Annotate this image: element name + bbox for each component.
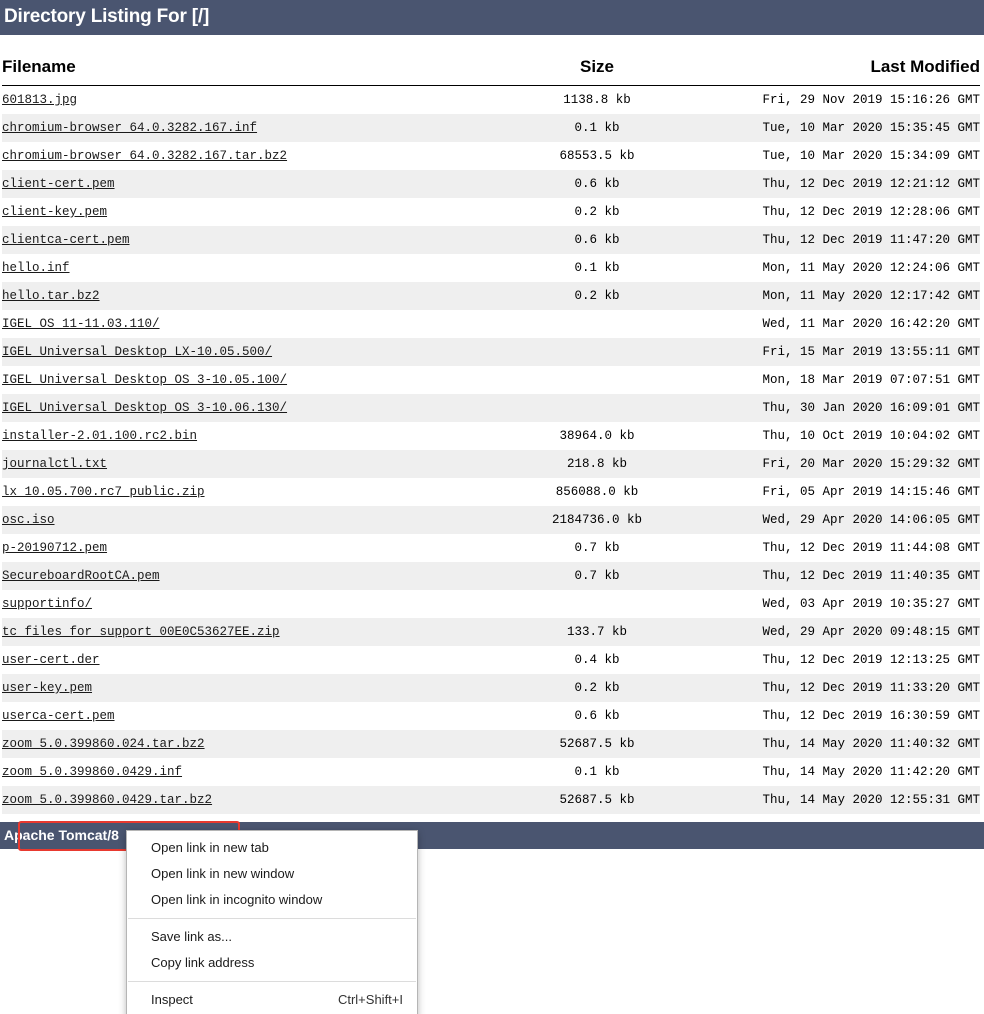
table-row: [2, 282, 980, 310]
table-row: [2, 730, 980, 758]
file-date-cell: Wed, 03 Apr 2019 10:35:27 GMT: [722, 590, 980, 618]
file-size-cell: [472, 394, 722, 422]
column-header-filename: Filename: [2, 55, 472, 86]
table-row: [2, 534, 980, 562]
file-date-cell: Thu, 12 Dec 2019 12:13:25 GMT: [722, 646, 980, 674]
file-link[interactable]: clientca-cert.pem: [2, 233, 130, 247]
file-link[interactable]: client-cert.pem: [2, 177, 115, 191]
table-row: [2, 338, 980, 366]
file-name-cell: [2, 478, 472, 506]
file-size-cell: 0.7 kb: [472, 534, 722, 562]
file-link[interactable]: userca-cert.pem: [2, 709, 115, 723]
file-link[interactable]: supportinfo/: [2, 597, 93, 611]
file-date-cell: Thu, 12 Dec 2019 11:47:20 GMT: [722, 226, 980, 254]
table-row: [2, 786, 980, 814]
table-row: [2, 674, 980, 702]
directory-table: [2, 55, 980, 814]
file-size-cell: 0.2 kb: [472, 282, 722, 310]
file-name-cell: [2, 702, 472, 730]
file-date-cell: Thu, 12 Dec 2019 12:28:06 GMT: [722, 198, 980, 226]
file-name-cell: [2, 422, 472, 450]
file-size-cell: 856088.0 kb: [472, 478, 722, 506]
table-row: [2, 562, 980, 590]
column-header-size: Size: [472, 55, 722, 86]
file-date-cell: Fri, 15 Mar 2019 13:55:11 GMT: [722, 338, 980, 366]
file-date-cell: Thu, 12 Dec 2019 11:33:20 GMT: [722, 674, 980, 702]
table-row: [2, 646, 980, 674]
file-date-cell: Wed, 29 Apr 2020 09:48:15 GMT: [722, 618, 980, 646]
table-header-row: [2, 55, 980, 86]
file-date-cell: Mon, 11 May 2020 12:24:06 GMT: [722, 254, 980, 282]
file-link[interactable]: client-key.pem: [2, 205, 108, 219]
file-link[interactable]: SecureboardRootCA.pem: [2, 569, 160, 583]
file-size-cell: 52687.5 kb: [472, 730, 722, 758]
file-date-cell: Thu, 14 May 2020 11:42:20 GMT: [722, 758, 980, 786]
file-size-cell: 0.7 kb: [472, 562, 722, 590]
file-name-cell: [2, 562, 472, 590]
table-row: [2, 226, 980, 254]
table-row: [2, 590, 980, 618]
file-link[interactable]: user-key.pem: [2, 681, 93, 695]
file-name-cell: [2, 142, 472, 170]
file-size-cell: 52687.5 kb: [472, 786, 722, 814]
file-link[interactable]: tc_files_for_support_00E0C53627EE.zip: [2, 625, 280, 639]
file-size-cell: 0.2 kb: [472, 198, 722, 226]
file-date-cell: Thu, 12 Dec 2019 12:21:12 GMT: [722, 170, 980, 198]
file-link[interactable]: journalctl.txt: [2, 457, 108, 471]
file-size-cell: [472, 310, 722, 338]
file-link[interactable]: 601813.jpg: [2, 93, 78, 107]
table-row: [2, 394, 980, 422]
table-row: [2, 506, 980, 534]
file-link[interactable]: zoom_5.0.399860.0429.inf: [2, 765, 183, 779]
table-row: [2, 478, 980, 506]
column-header-last-modified: Last Modified: [722, 55, 980, 86]
file-size-cell: 1138.8 kb: [472, 86, 722, 115]
file-name-cell: [2, 282, 472, 310]
file-date-cell: Wed, 29 Apr 2020 14:06:05 GMT: [722, 506, 980, 534]
file-name-cell: [2, 394, 472, 422]
context-menu-item-inspect-label: Inspect: [151, 992, 193, 1007]
file-size-cell: 0.6 kb: [472, 226, 722, 254]
table-row: [2, 618, 980, 646]
file-name-cell: [2, 310, 472, 338]
file-date-cell: Mon, 11 May 2020 12:17:42 GMT: [722, 282, 980, 310]
file-name-cell: [2, 786, 472, 814]
file-date-cell: Thu, 12 Dec 2019 11:44:08 GMT: [722, 534, 980, 562]
file-name-cell: [2, 534, 472, 562]
file-name-cell: [2, 730, 472, 758]
file-size-cell: 218.8 kb: [472, 450, 722, 478]
table-row: [2, 114, 980, 142]
file-name-cell: [2, 170, 472, 198]
file-name-cell: [2, 646, 472, 674]
file-name-cell: [2, 226, 472, 254]
file-link[interactable]: osc.iso: [2, 513, 55, 527]
file-name-cell: [2, 198, 472, 226]
file-link[interactable]: user-cert.der: [2, 653, 100, 667]
file-link[interactable]: p-20190712.pem: [2, 541, 108, 555]
file-name-cell: [2, 338, 472, 366]
file-size-cell: 0.6 kb: [472, 702, 722, 730]
page-title: Directory Listing For [/]: [0, 0, 984, 35]
context-menu-separator-2: [128, 981, 416, 982]
file-size-cell: [472, 338, 722, 366]
file-link[interactable]: zoom_5.0.399860.0429.tar.bz2: [2, 793, 213, 807]
file-link[interactable]: IGEL_OS_11-11.03.110/: [2, 317, 160, 331]
file-link[interactable]: IGEL_Universal_Desktop_LX-10.05.500/: [2, 345, 273, 359]
file-date-cell: Thu, 30 Jan 2020 16:09:01 GMT: [722, 394, 980, 422]
file-name-cell: [2, 450, 472, 478]
file-date-cell: Fri, 05 Apr 2019 14:15:46 GMT: [722, 478, 980, 506]
table-row: [2, 702, 980, 730]
table-row: [2, 422, 980, 450]
file-size-cell: 0.6 kb: [472, 170, 722, 198]
file-name-cell: [2, 618, 472, 646]
file-size-cell: 0.1 kb: [472, 114, 722, 142]
file-date-cell: Fri, 29 Nov 2019 15:16:26 GMT: [722, 86, 980, 115]
file-size-cell: 0.4 kb: [472, 646, 722, 674]
file-name-cell: [2, 590, 472, 618]
file-date-cell: Thu, 10 Oct 2019 10:04:02 GMT: [722, 422, 980, 450]
file-date-cell: Fri, 20 Mar 2020 15:29:32 GMT: [722, 450, 980, 478]
table-row: [2, 310, 980, 338]
file-name-cell: [2, 114, 472, 142]
file-link[interactable]: hello.inf: [2, 261, 70, 275]
file-link[interactable]: installer-2.01.100.rc2.bin: [2, 429, 198, 443]
file-date-cell: Thu, 12 Dec 2019 16:30:59 GMT: [722, 702, 980, 730]
context-menu-item-inspect-shortcut: Ctrl+Shift+I: [337, 992, 403, 1007]
file-date-cell: Thu, 12 Dec 2019 11:40:35 GMT: [722, 562, 980, 590]
file-name-cell: [2, 506, 472, 534]
table-row: [2, 758, 980, 786]
context-menu-separator-1: [128, 918, 416, 919]
context-menu[interactable]: [126, 830, 418, 1014]
file-date-cell: Thu, 14 May 2020 12:55:31 GMT: [722, 786, 980, 814]
file-date-cell: Thu, 14 May 2020 11:40:32 GMT: [722, 730, 980, 758]
context-menu-item-inspect[interactable]: [127, 987, 417, 1013]
file-date-cell: Tue, 10 Mar 2020 15:35:45 GMT: [722, 114, 980, 142]
file-date-cell: Tue, 10 Mar 2020 15:34:09 GMT: [722, 142, 980, 170]
file-name-cell: [2, 254, 472, 282]
file-size-cell: 0.2 kb: [472, 674, 722, 702]
file-size-cell: 38964.0 kb: [472, 422, 722, 450]
file-date-cell: Wed, 11 Mar 2020 16:42:20 GMT: [722, 310, 980, 338]
header-spacer: [0, 35, 984, 55]
file-link[interactable]: IGEL_Universal_Desktop_OS_3-10.06.130/: [2, 401, 288, 415]
file-size-cell: 133.7 kb: [472, 618, 722, 646]
table-row: [2, 366, 980, 394]
file-date-cell: Mon, 18 Mar 2019 07:07:51 GMT: [722, 366, 980, 394]
context-menu-item-save-link-as[interactable]: Save link as...: [151, 929, 232, 944]
table-row: [2, 86, 980, 115]
file-size-cell: 2184736.0 kb: [472, 506, 722, 534]
file-link[interactable]: chromium-browser_64.0.3282.167.tar.bz2: [2, 149, 288, 163]
file-size-cell: [472, 366, 722, 394]
file-size-cell: 0.1 kb: [472, 758, 722, 786]
file-link[interactable]: lx_10.05.700.rc7_public.zip: [2, 485, 205, 499]
context-menu-item-open-link-in-new-tab[interactable]: Open link in new tab: [151, 840, 269, 855]
file-name-cell: [2, 366, 472, 394]
file-link[interactable]: IGEL_Universal_Desktop_OS_3-10.05.100/: [2, 373, 288, 387]
file-name-cell: [2, 86, 472, 115]
table-row: [2, 142, 980, 170]
context-menu-item-copy-link-address[interactable]: Copy link address: [151, 955, 255, 970]
table-row: [2, 254, 980, 282]
server-footer: Apache Tomcat/8: [0, 822, 984, 849]
table-row: [2, 170, 980, 198]
file-size-cell: [472, 590, 722, 618]
file-size-cell: 0.1 kb: [472, 254, 722, 282]
file-link[interactable]: hello.tar.bz2: [2, 289, 100, 303]
file-size-cell: 68553.5 kb: [472, 142, 722, 170]
table-row: [2, 198, 980, 226]
file-name-cell: [2, 674, 472, 702]
file-name-cell: [2, 758, 472, 786]
table-row: [2, 450, 980, 478]
file-link[interactable]: chromium-browser_64.0.3282.167.inf: [2, 121, 258, 135]
file-link[interactable]: zoom_5.0.399860.024.tar.bz2: [2, 737, 205, 751]
table-body: [2, 86, 980, 815]
context-menu-item-open-link-in-new-window[interactable]: Open link in new window: [151, 866, 295, 881]
context-menu-item-open-link-in-incognito-window[interactable]: Open link in incognito window: [151, 892, 323, 907]
